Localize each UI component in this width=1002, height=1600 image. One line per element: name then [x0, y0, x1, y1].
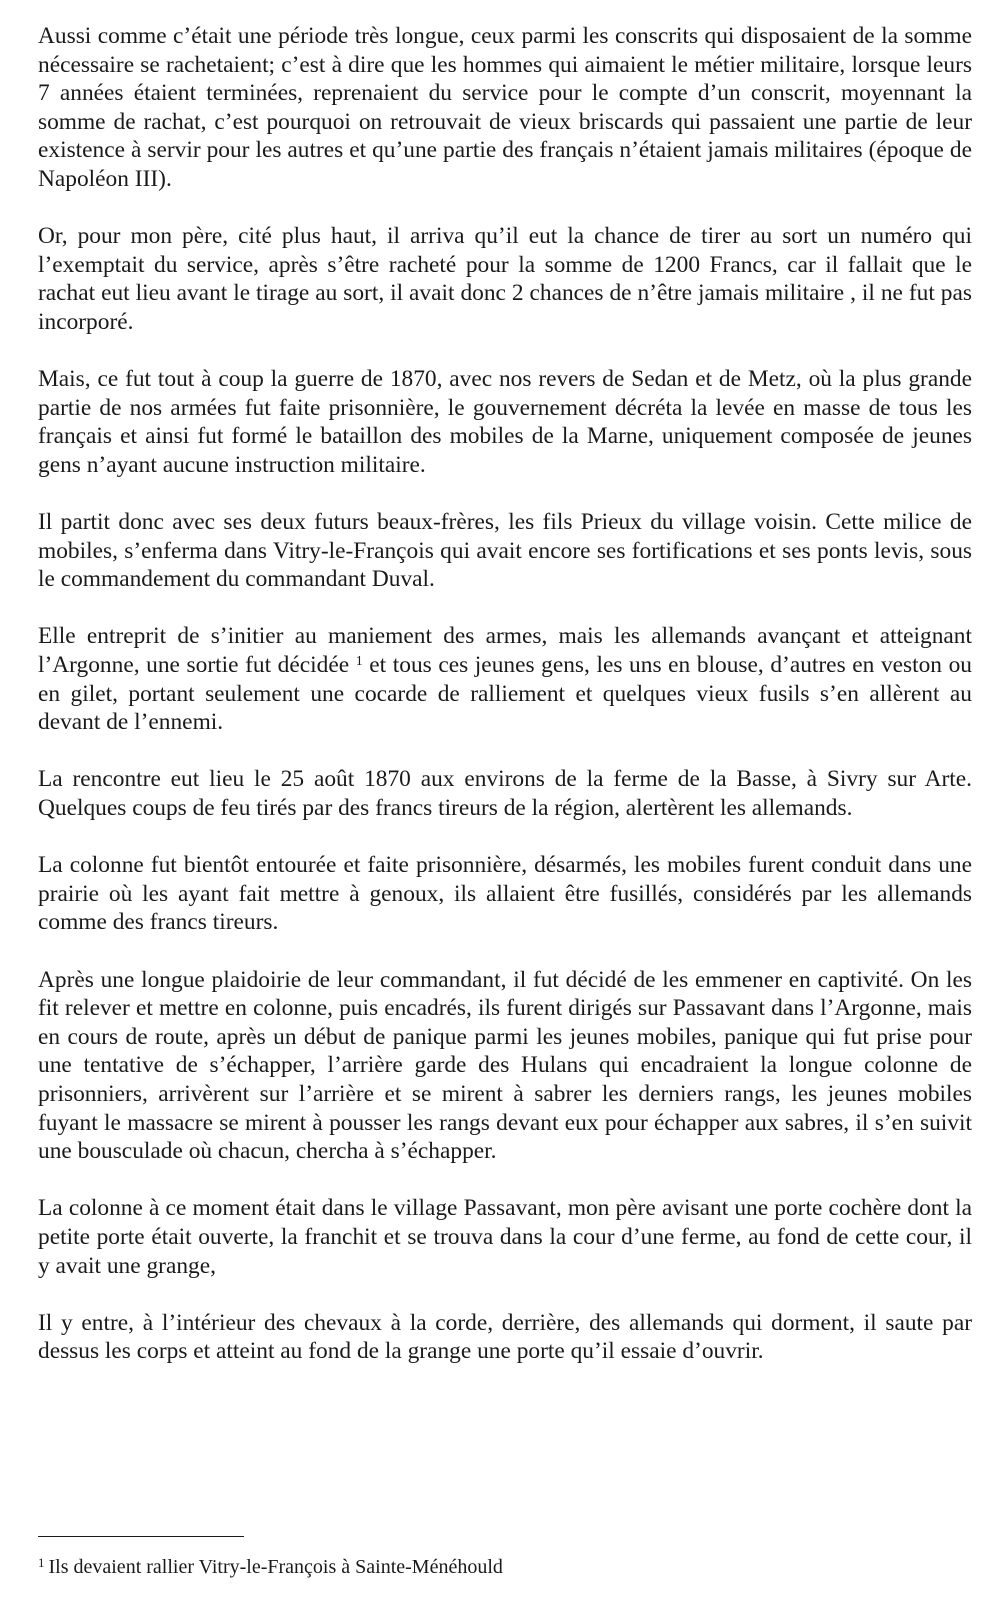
paragraph: Or, pour mon père, cité plus haut, il arriva qu’il eut la chance de tirer au sort un numéro qui l’exemptait du service, après s’être racheté pour la somme de 1200 Francs, car il fallait que le rachat eut lieu avant le tirage au sort, il avait donc 2 chances de n’être jamais militaire , il ne fut pas incorporé. [38, 223, 972, 335]
paragraph: Après une longue plaidoirie de leur commandant, il fut décidé de les emmener en captivité. On les fit relever et mettre en colonne, puis encadrés, ils furent dirigés sur Passavant dans l’Argonne, mais en cours de route, après un début de panique parmi les jeunes mobiles, panique qui fut prise pour une tentative de s’échapper, l’arrière garde des Hulans qui encadraient la longue colonne de prisonniers, arrivèrent sur l’arrière et se mirent à sabrer les derniers rangs, les jeunes mobiles fuyant le massacre se mirent à pousser les rangs devant eux pour échapper aux sabres, il s’en suivit une bousculade où chacun, chercha à s’échapper. [38, 966, 972, 1165]
paragraph: La colonne à ce moment était dans le village Passavant, mon père avisant une porte cochère dont la petite porte était ouverte, la franchit et se trouva dans la cour d’une ferme, au fond de cette cour, il y avait une grange, [38, 1195, 972, 1279]
paragraph-text: et tous ces jeunes gens, les uns en blouse, d’autres en veston ou en gilet, portant seulement une cocarde de ralliement et quelques vieux fusils s’en allèrent au devant de l’ennemi. [38, 652, 972, 736]
footnote-text: Ils devaient rallier Vitry-le-François à Sainte-Ménéhould [48, 1556, 503, 1578]
document-body [38, 22, 972, 1395]
footnote-number: 1 [38, 1555, 45, 1570]
footnote-separator [38, 1536, 244, 1537]
paragraph: La colonne fut bientôt entourée et faite prisonnière, désarmés, les mobiles furent conduit dans une prairie où les ayant fait mettre à genoux, ils allaient être fusillés, considérés par les allemands comme des francs tireurs. [38, 852, 972, 936]
paragraph: Il y entre, à l’intérieur des chevaux à la corde, derrière, des allemands qui dorment, il saute par dessus les corps et atteint au fond de la grange une porte qu’il essaie d’ouvrir. [38, 1309, 972, 1365]
paragraph: La rencontre eut lieu le 25 août 1870 aux environs de la ferme de la Basse, à Sivry sur Arte. Quelques coups de feu tirés par des francs tireurs de la région, alertèrent les allemands. [38, 766, 972, 822]
paragraph: Aussi comme c’était une période très longue, ceux parmi les conscrits qui disposaient de la somme nécessaire se rachetaient; c’est à dire que les hommes qui aimaient le métier militaire, lorsque leurs 7 années étaient terminées, reprenaient du service pour le compte d’un conscrit, moyennant la somme de rachat, c’est pourquoi on retrouvait de vieux briscards qui passaient une partie de leur existence à servir pour les autres et qu’une partie des français n’étaient jamais militaires (époque de Napoléon III). [38, 23, 972, 192]
paragraph [38, 622, 972, 736]
paragraph: Il partit donc avec ses deux futurs beaux-frères, les fils Prieux du village voisin. Cette milice de mobiles, s’enferma dans Vitry-le-François qui avait encore ses fortifications et ses ponts levis, sous le commandement du commandant Duval. [38, 509, 972, 593]
paragraph-text: Elle entreprit de s’initier au maniement des armes, mais les allemands avançant et atteignant l’Argonne, une sortie fut décidée [38, 623, 972, 679]
footnote-reference: 1 [355, 654, 363, 670]
footnote [38, 1554, 972, 1580]
paragraph: Mais, ce fut tout à coup la guerre de 1870, avec nos revers de Sedan et de Metz, où la plus grande partie de nos armées fut faite prisonnière, le gouvernement décréta la levée en masse de tous les français et ainsi fut formé le bataillon des mobiles de la Marne, uniquement composée de jeunes gens n’ayant aucune instruction militaire. [38, 366, 972, 478]
